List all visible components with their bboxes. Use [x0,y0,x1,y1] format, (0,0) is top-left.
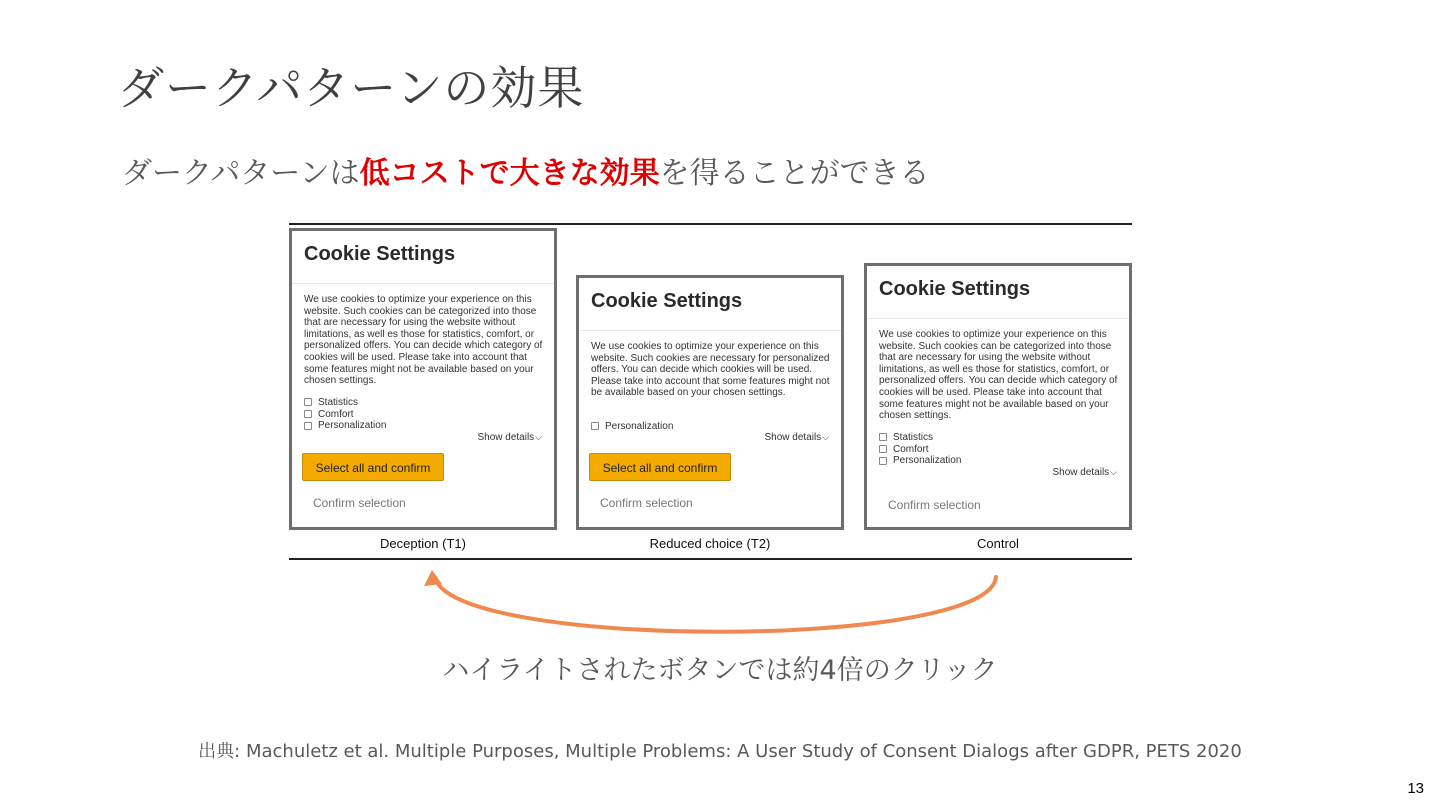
subtitle-after: を得ることができる [659,156,930,191]
checkbox-label: Comfort [893,443,929,455]
checkbox-label: Personalization [318,420,387,432]
page-number: 13 [1407,780,1424,797]
comparison-arrow-curve [435,577,996,632]
source-citation: 出典: Machuletz et al. Multiple Purposes, Multiple Problems: A User Study of Consent Dialogs after GDPR, PETS 2020 [198,741,1242,762]
chevron-down-icon: ⌵ [535,432,542,442]
dialog-body-text: We use cookies to optimize your experience on this website. Such cookies can be categorized into those that are necessary for using the website without limitations, as well es those for statistics, comfort, or personalized offers. You can decide which category of cookies will be used. Please take into account that some features might not be available based on your chosen settings. [879,329,1118,422]
subtitle-highlight: 低コストで大きな効果 [359,156,660,191]
show-details-label: Show details [477,432,535,443]
show-details-label: Show details [1052,467,1110,478]
subtitle-before: ダークパターンは [122,156,360,191]
caption-deception: Deception (T1) [380,536,466,551]
caption-reduced-choice: Reduced choice (T2) [649,536,771,551]
dialog-title: Cookie Settings [304,243,456,265]
checkbox-label: Personalization [605,421,674,432]
select-all-confirm-button[interactable]: Select all and confirm [589,453,731,481]
dialog-title: Cookie Settings [879,278,1031,300]
caption-control: Control [977,536,1019,551]
chevron-down-icon: ⌵ [1110,467,1117,477]
confirm-selection-button[interactable]: Confirm selection [313,496,406,510]
checkbox-label: Personalization [893,455,962,467]
dialog-body-text: We use cookies to optimize your experience on this website. Such cookies are necessary for personalized offers. You can decide which cookies will be used. Please take into account that some features might not be available based on your chosen settings. [591,341,830,399]
dialog-title: Cookie Settings [591,290,743,312]
result-statement: ハイライトされたボタンでは約4倍のクリック [442,655,998,686]
chevron-down-icon: ⌵ [822,432,829,442]
checkbox-label: Statistics [318,397,359,408]
confirm-selection-button[interactable]: Confirm selection [600,496,693,510]
select-all-confirm-button[interactable]: Select all and confirm [302,453,444,481]
comparison-arrowhead-icon [424,570,442,586]
confirm-selection-button[interactable]: Confirm selection [888,498,981,512]
checkbox-label: Statistics [893,432,934,443]
dialog-body-text: We use cookies to optimize your experience on this website. Such cookies can be categorized into those that are necessary for using the website without limitations, as well es those for statistics, comfort, or personalized offers. You can decide which category of cookies will be used. Please take into account that some features might not be available based on your chosen settings. [304,294,543,387]
checkbox-label: Comfort [318,408,354,420]
slide-title: ダークパターンの効果 [118,61,585,115]
show-details-label: Show details [764,432,822,443]
